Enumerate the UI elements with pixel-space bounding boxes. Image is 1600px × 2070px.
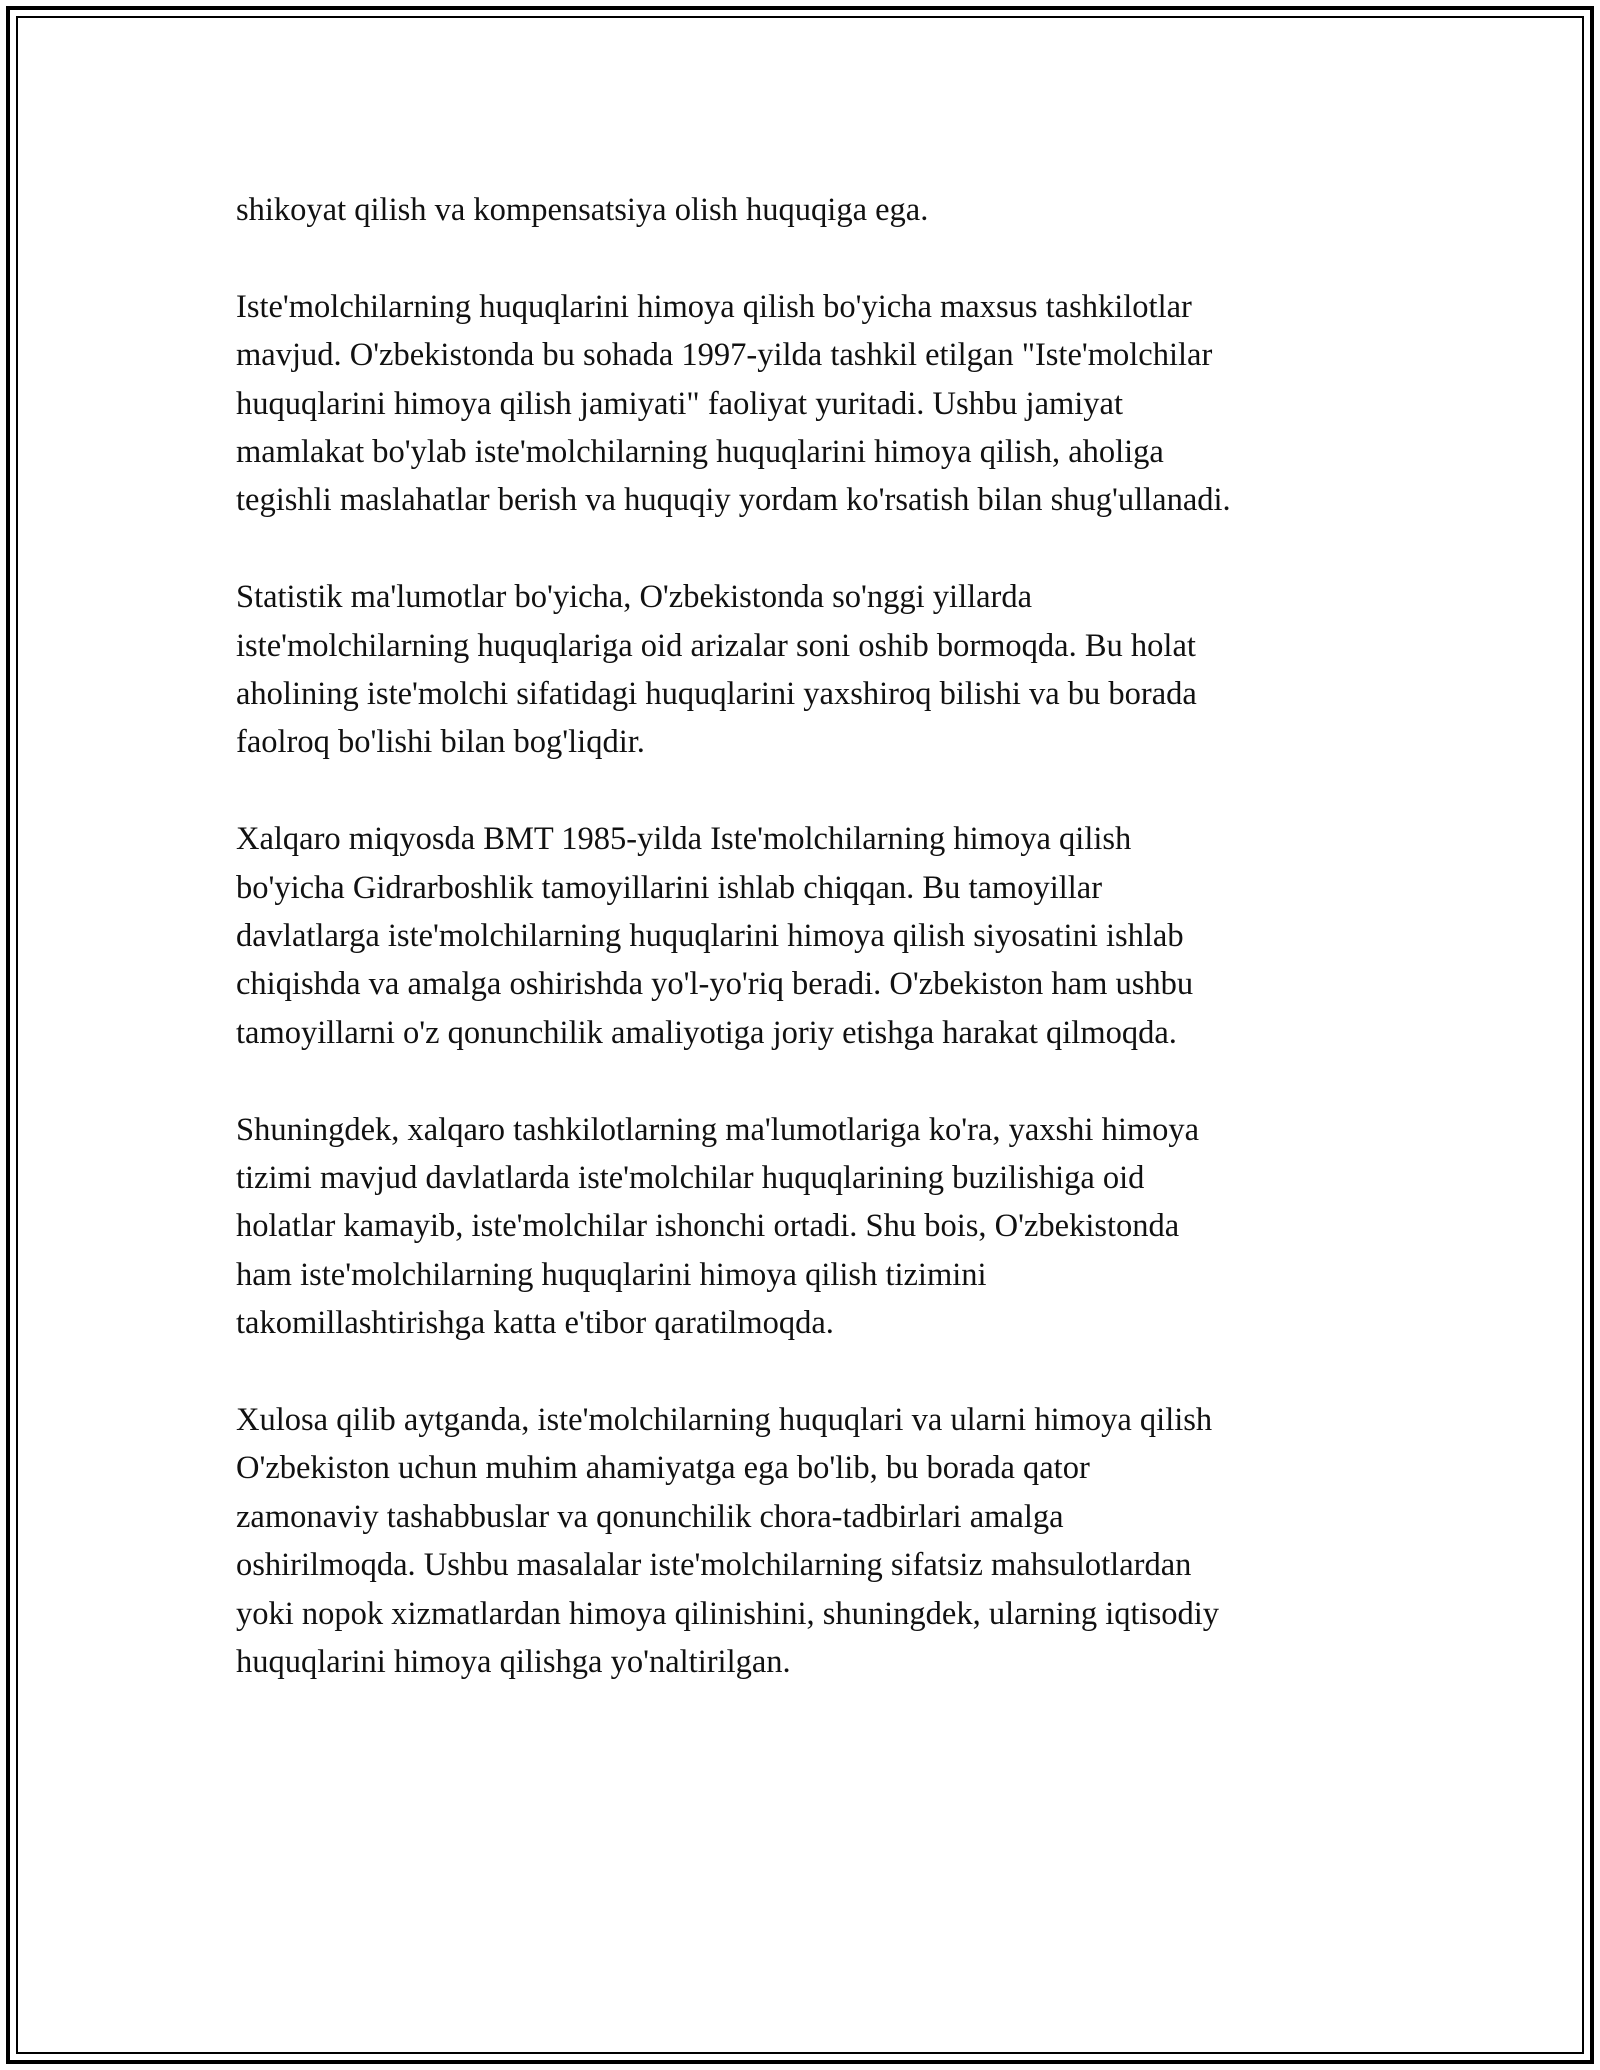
text-line: zamonaviy tashabbuslar va qonunchilik chora-tadbirlari amalga [236, 1498, 1064, 1535]
text-line: tizimi mavjud davlatlarda iste'molchilar huquqlarining buzilishiga oid [236, 1160, 1145, 1197]
text-line: chiqishda va amalga oshirishda yo'l-yo'riq beradi. O'zbekiston ham ushbu [236, 966, 1194, 1003]
text-line: iste'molchilarning huquqlariga oid arizalar soni oshib bormoqda. Bu holat [236, 627, 1196, 664]
paragraph-2 [236, 283, 1376, 525]
paragraph-6 [236, 1396, 1376, 1686]
text-line: Iste'molchilarning huquqlarini himoya qilish bo'yicha maxsus tashkilotlar [236, 288, 1192, 325]
paragraph-4 [236, 815, 1376, 1057]
text-line: davlatlarga iste'molchilarning huquqlarini himoya qilish siyosatini ishlab [236, 918, 1184, 955]
text-line: huquqlarini himoya qilishga yo'naltirilgan. [236, 1644, 791, 1681]
text-line: ham iste'molchilarning huquqlarini himoya qilish tizimini [236, 1256, 987, 1293]
text-line: bo'yicha Gidrarboshlik tamoyillarini ishlab chiqqan. Bu tamoyillar [236, 869, 1103, 906]
text-line: holatlar kamayib, iste'molchilar ishonchi ortadi. Shu bois, O'zbekistonda [236, 1208, 1180, 1245]
text-line: O'zbekiston uchun muhim ahamiyatga ega bo'lib, bu borada qator [236, 1450, 1090, 1487]
text-line: shikoyat qilish va kompensatsiya olish huquqiga ega. [236, 192, 929, 228]
text-line: Statistik ma'lumotlar bo'yicha, O'zbekistonda so'nggi yillarda [236, 579, 1033, 616]
paragraph-3 [236, 573, 1376, 767]
text-line: tamoyillarni o'z qonunchilik amaliyotiga joriy etishga harakat qilmoqda. [236, 1014, 1177, 1051]
text-line: yoki nopok xizmatlardan himoya qilinishini, shuningdek, ularning iqtisodiy [236, 1595, 1220, 1632]
text-line: faolroq bo'lishi bilan bog'liqdir. [236, 724, 645, 761]
document-body [236, 186, 1376, 1735]
text-line: Shuningdek, xalqaro tashkilotlarning ma'lumotlariga ko'ra, yaxshi himoya [236, 1111, 1200, 1148]
text-line: oshirilmoqda. Ushbu masalalar iste'molchilarning sifatsiz mahsulotlardan [236, 1547, 1192, 1584]
text-line: mavjud. O'zbekistonda bu sohada 1997-yilda tashkil etilgan "Iste'molchilar [236, 337, 1213, 374]
text-line: mamlakat bo'ylab iste'molchilarning huquqlarini himoya qilish, aholiga [236, 434, 1164, 471]
text-line: huquqlarini himoya qilish jamiyati" faoliyat yuritadi. Ushbu jamiyat [236, 385, 1124, 422]
text-line: Xulosa qilib aytganda, iste'molchilarning huquqlari va ularni himoya qilish [236, 1402, 1213, 1439]
paragraph-1 [236, 186, 1376, 234]
text-line: aholining iste'molchi sifatidagi huquqlarini yaxshiroq bilishi va bu borada [236, 676, 1197, 713]
text-line: tegishli maslahatlar berish va huquqiy yordam ko'rsatish bilan shug'ullanadi. [236, 482, 1231, 519]
paragraph-5 [236, 1106, 1376, 1348]
text-line: Xalqaro miqyosda BMT 1985-yilda Iste'molchilarning himoya qilish [236, 821, 1132, 858]
text-line: takomillashtirishga katta e'tibor qaratilmoqda. [236, 1305, 834, 1342]
